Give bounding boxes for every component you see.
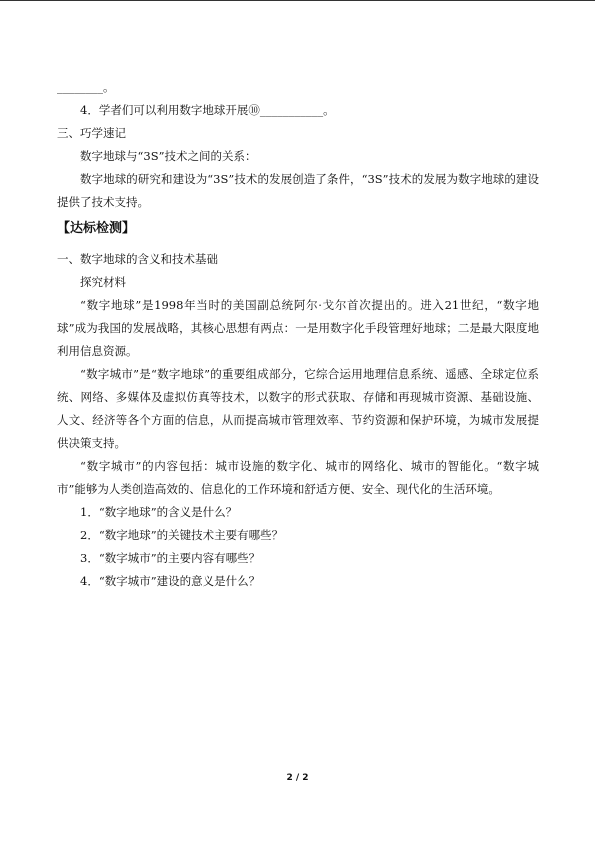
section-3-text: 数字地球的研究和建设为“3S”技术的发展创造了条件，“3S”技术的发展为数字地球的建设提供了技术支持。 xyxy=(57,172,539,209)
document-body xyxy=(57,76,539,593)
question-3: 3．“数字城市”的主要内容有哪些？ xyxy=(80,551,261,565)
content-paragraph: “数字城市”的内容包括：城市设施的数字化、城市的网络化、城市的智能化。“数字城市”能够为人类创造高效的、信息化的工作环境和舒适方便、安全、现代化的生活环境。 xyxy=(57,459,539,496)
material-paragraph-2: “数字城市”是“数字地球”的重要组成部分，它综合运用地理信息系统、遥感、全球定位系统、网络、多媒体及虚拟仿真等技术，以数字的形式获取、存储和再现城市资源、基础设施、人文、经济等各个方面的信息，从而提高城市管理效率、节约资源和保护环境，为城市发展提供决策支持。 xyxy=(57,367,539,450)
question-1: 1．“数字地球”的含义是什么？ xyxy=(80,505,238,519)
section-3-title: 三、巧学速记 xyxy=(57,126,126,140)
question-4: 4．“数字城市”建设的意义是什么？ xyxy=(80,574,261,588)
material-label: 探究材料 xyxy=(80,275,126,289)
page-number: 2 / 2 xyxy=(286,773,309,783)
material-paragraph-1: “数字地球”是1998年当时的美国副总统阿尔·戈尔首次提出的。进入21世纪，“数字地球”成为我国的发展战略，其核心思想有两点：一是用数字化手段管理好地球；二是最大限度地利用信息资源。 xyxy=(57,298,539,358)
page-top-border xyxy=(0,0,595,1)
section-3-subtitle: 数字地球与“3S”技术之间的关系： xyxy=(80,149,257,163)
test-heading: 【达标检测】 xyxy=(57,221,136,236)
question-2: 2．“数字地球”的关键技术主要有哪些？ xyxy=(80,528,284,542)
previous-blank-fragment: ________。 xyxy=(57,80,115,94)
item-4-fill-blank: 4．学者们可以利用数字地球开展⑩___________。 xyxy=(80,103,335,117)
test-section-1-title: 一、数字地球的含义和技术基础 xyxy=(57,252,218,266)
